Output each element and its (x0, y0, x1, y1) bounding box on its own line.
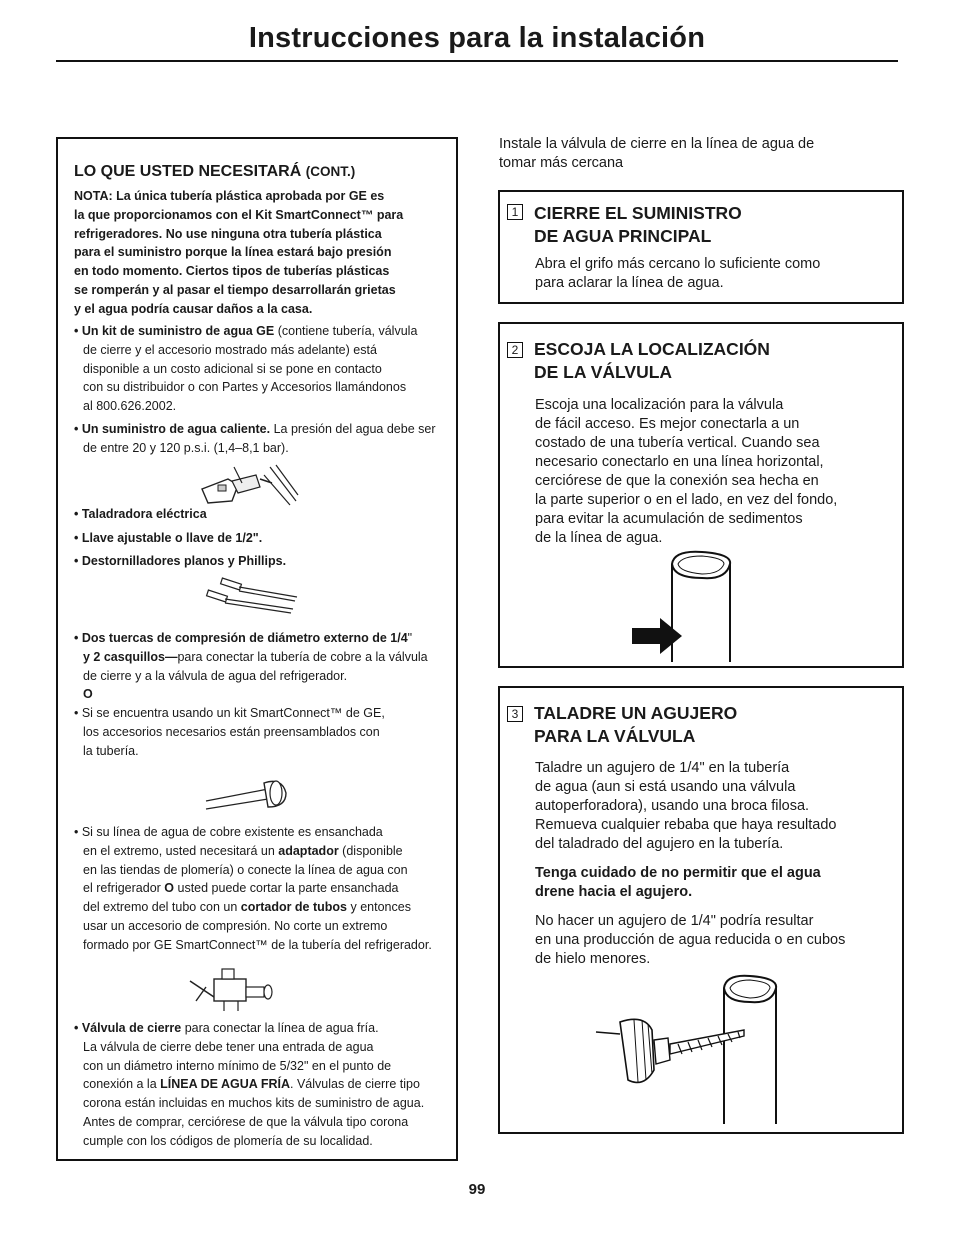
step-warning: Tenga cuidado de no permitir que el agua drene hacia el agujero. (535, 865, 821, 900)
list-item-flared-line: • Si su línea de agua de cobre existente es ensanchada en el extremo, usted necesitará un adaptador (disponible en las tiendas de plomería) o conecte la línea de agua con el refrigerador O usted puede cortar la parte ensanchada del extremo del tubo con un cortador de tubos y entonces usar un accesorio de compresión. No corte un extremo formado por GE SmartConnect™ de la tubería del refrigerador. (74, 825, 432, 952)
drill-illustration-icon (198, 461, 298, 511)
list-item-wrench: • Llave ajustable o llave de 1/2". (74, 531, 263, 545)
step-title: TALADRE UN AGUJERO PARA LA VÁLVULA (534, 703, 738, 746)
list-item-drill: • Taladradora eléctrica (74, 507, 207, 521)
plastic-tubing-note: NOTA: La única tubería plástica aprobada por GE es la que proporcionamos con el Kit SmartConnect™ para refrigeradores. No use ninguna otra tubería plástica para el suministro porque la línea estará bajo presión en todo momento. Ciertos tipos de tuberías plásticas se romperán y al pasar el tiempo desarrollarán grietas y el agua podría causar daños a la casa. (74, 189, 404, 316)
step-1-box (498, 190, 904, 304)
flared-tube-illustration-icon (206, 773, 288, 813)
drilling-pipe-illustration-icon (594, 974, 784, 1124)
list-item-smartconnect: • Si se encuentra usando un kit SmartConnect™ de GE, los accesorios necesarios están preensamblados con la tubería. (74, 706, 385, 758)
page-title: Instrucciones para la instalación (248, 22, 706, 54)
step-number: 2 (507, 342, 523, 358)
step-number: 3 (507, 706, 523, 722)
step-title: ESCOJA LA LOCALIZACIÓN DE LA VÁLVULA (534, 339, 770, 382)
shutoff-valve-illustration-icon (186, 965, 286, 1013)
requirements-heading: LO QUE USTED NECESITARÁ (CONT.) (74, 163, 356, 180)
requirements-panel (56, 137, 458, 1161)
install-intro: Instale la válvula de cierre en la línea de agua de tomar más cercana (499, 136, 815, 171)
step-number: 1 (507, 204, 523, 220)
step-body: Taladre un agujero de 1/4" en la tubería de agua (aun si está usando una válvula autoperforadora), usando una broca filosa. Remueva cualquier rebaba que haya resultado del taladrado del agujero en la tubería. Tenga cuidado de no permitir que el agua drene hacia el agujero. No hacer un agujero de 1/4" podría resultar en una producción de agua reducida o en cubos de hielo menores. (535, 759, 885, 979)
step-title: CIERRE EL SUMINISTRO DE AGUA PRINCIPAL (534, 203, 742, 246)
page-number: 99 (468, 1181, 486, 1198)
step-body: Escoja una localización para la válvula de fácil acceso. Es mejor conectarla a un costado de una tubería vertical. Cuando sea necesario conectarlo en una línea horizontal, cerciórese de que la conexión sea hecha en la parte superior o en el lado, en vez del fondo, para evitar la acumulación de sedimentos de la línea de agua. (535, 397, 838, 546)
list-item-shutoff-valve: • Válvula de cierre para conectar la línea de agua fría. La válvula de cierre debe tener una entrada de agua con un diámetro interno mínimo de 5/32" en el punto de conexión a la LÍNEA DE AGUA FRÍA. Válvulas de cierre tipo corona están incluidas en muchos kits de suministro de agua. Antes de comprar, cerciórese de que la válvula tipo corona cumple con los códigos de plomería de su localidad. (74, 1021, 425, 1148)
title-rule (56, 60, 898, 62)
list-item-supply-kit: • Un kit de suministro de agua GE (contiene tubería, válvula de cierre y el accesorio mostrado más adelante) está disponible a un costo adicional si se pone en contacto con su distribuidor o con Partes y Accesorios llamándonos al 800.626.2002. (74, 324, 418, 414)
step-body: Abra el grifo más cercano lo suficiente como para aclarar la línea de agua. (535, 256, 821, 291)
vertical-pipe-arrow-illustration-icon (628, 550, 738, 662)
screwdrivers-illustration-icon (203, 579, 298, 613)
list-item-hot-water: • Un suministro de agua caliente. La presión del agua debe ser de entre 20 y 120 p.s.i. (1,4–8,1 bar). (74, 422, 436, 455)
step-note: No hacer un agujero de 1/4" podría resultar en una producción de agua reducida o en cubos de hielo menores. (535, 913, 846, 967)
list-item-screwdrivers: • Destornilladores planos y Phillips. (74, 554, 287, 568)
step-2-box (498, 322, 904, 668)
step-3-box (498, 686, 904, 1134)
list-item-compression-nuts: • Dos tuercas de compresión de diámetro externo de 1/4" y 2 casquillos—para conectar la tubería de cobre a la válvula de cierre y a la válvula de agua del refrigerador. O (74, 631, 428, 702)
